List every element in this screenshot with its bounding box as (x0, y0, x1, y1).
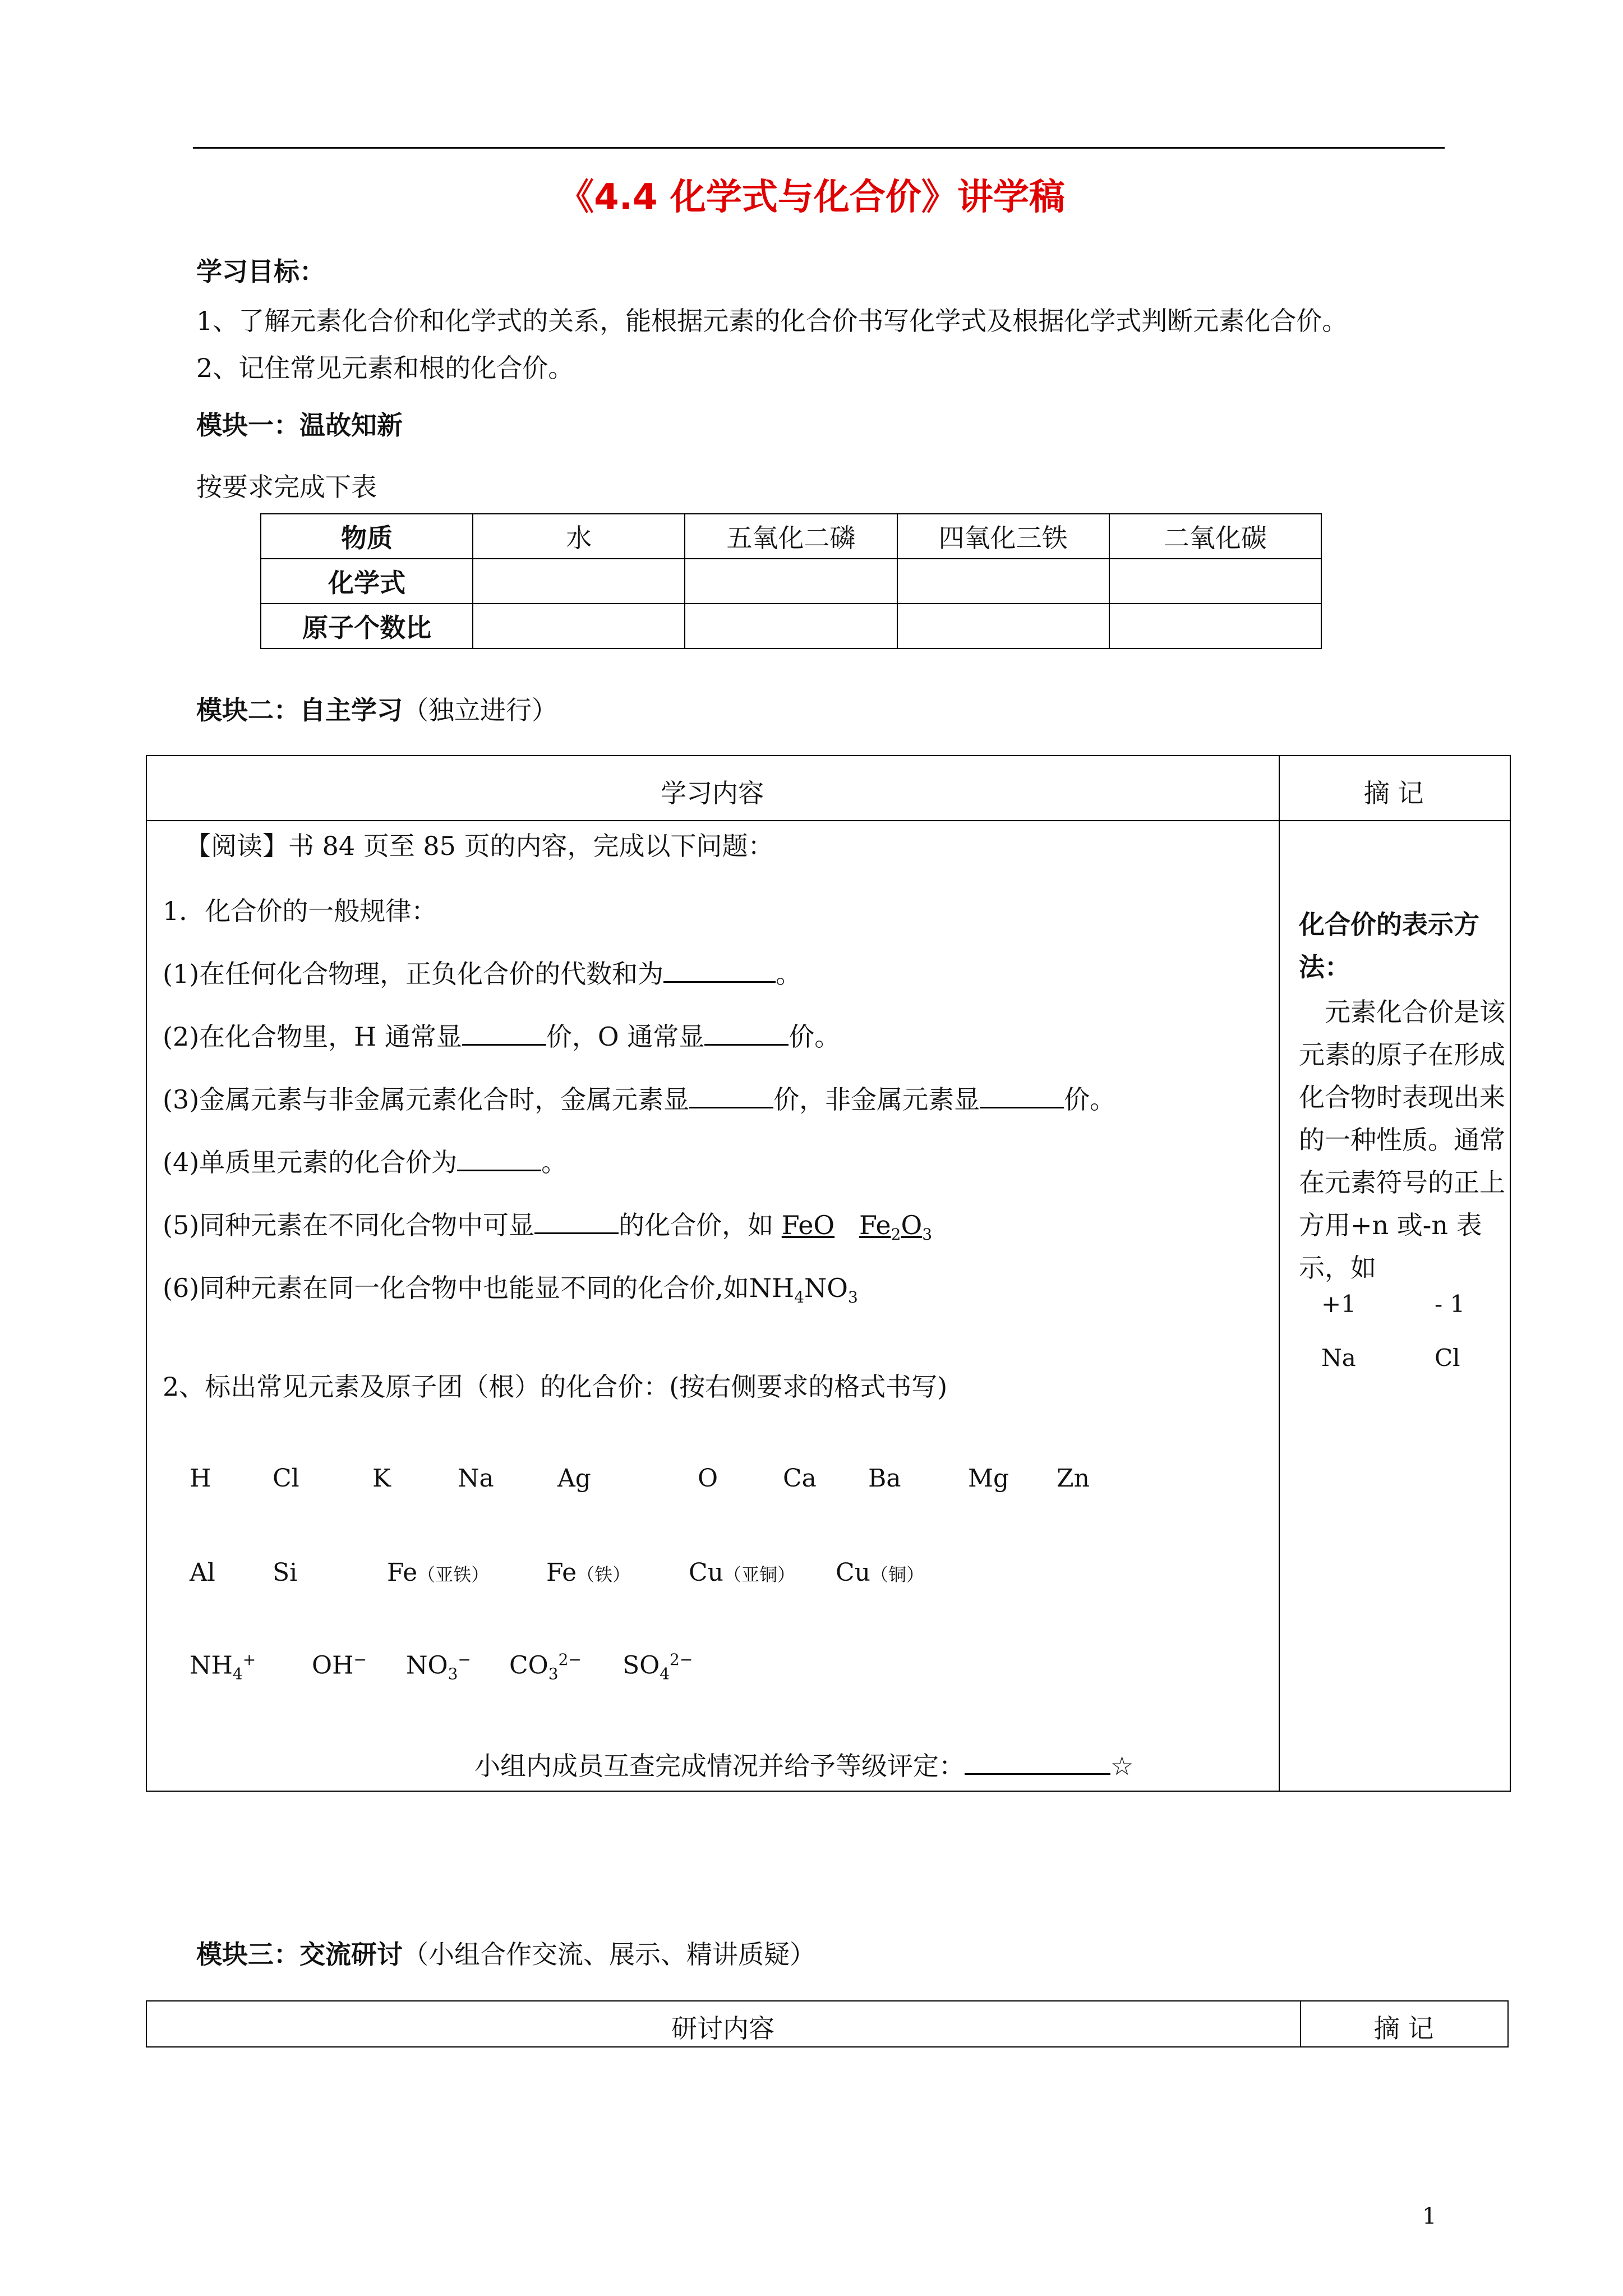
element-fe-ferric: Fe（铁） (546, 1558, 631, 1587)
element-al: Al (190, 1558, 215, 1587)
q1-2-text-c: 价。 (789, 1022, 841, 1052)
element-mg: Mg (968, 1464, 1009, 1493)
table-cell[interactable] (897, 559, 1109, 604)
element-fe-ferrous: Fe（亚铁） (387, 1558, 490, 1587)
table-row-label: 原子个数比 (261, 604, 473, 648)
q1-4-text: (4)单质里元素的化合价为 (163, 1147, 458, 1177)
table-header-cell: 二氧化碳 (1109, 514, 1321, 559)
module3-heading: 模块三：交流研讨 (196, 1939, 403, 1970)
q1-3-blank-nonmetal[interactable] (980, 1107, 1064, 1108)
table-cell[interactable] (473, 604, 685, 648)
module2-header-divider (146, 820, 1510, 821)
module3-heading-line (196, 1934, 815, 1971)
module3-col-notes: 摘 记 (1373, 2013, 1434, 2044)
q2-title: 2、标出常见元素及原子团（根）的化合价：(按右侧要求的格式书写) (163, 1372, 948, 1402)
q1-5-text-b: 的化合价，如 (619, 1210, 774, 1240)
side-note-text: 元素化合价是该元素的原子在形成化合物时表现出来的一种性质。通常在元素符号的正上方用+n 或-n 表示，如 (1299, 997, 1505, 1283)
q1-5-blank[interactable] (534, 1232, 619, 1234)
table-cell[interactable] (685, 559, 897, 604)
element-o: O (698, 1464, 718, 1493)
q1-2-blank-o[interactable] (704, 1044, 789, 1046)
q1-6-example-nh4no3: $NH_4NO_3$ (749, 1273, 858, 1307)
q1-3-blank-metal[interactable] (689, 1107, 773, 1108)
table-cell[interactable] (1109, 559, 1321, 604)
q1-5-text-a: (5)同种元素在不同化合物中可显 (163, 1210, 535, 1240)
element-cl: Cl (273, 1464, 299, 1493)
module1-heading: 模块一：温故知新 (196, 410, 403, 440)
side-note-heading: 化合价的表示方法： (1299, 909, 1479, 982)
table-cell[interactable] (473, 559, 685, 604)
table-header-cell: 水 (473, 514, 685, 559)
module2-col-notes: 摘 记 (1363, 778, 1424, 808)
module2-col-content: 学习内容 (661, 778, 764, 808)
q1-1: (1)在任何化合物理，正负化合价的代数和为 。 (163, 959, 802, 989)
element-zn: Zn (1057, 1464, 1090, 1493)
table-cell[interactable] (1109, 604, 1321, 648)
q1-3-text-a: (3)金属元素与非金属元素化合时，金属元素显 (163, 1084, 690, 1115)
element-k: K (372, 1464, 391, 1493)
q1-4: (4)单质里元素的化合价为 。 (163, 1147, 568, 1177)
table-header-cell: 物质 (261, 514, 473, 559)
peer-review-text: 小组内成员互查完成情况并给予等级评定： (474, 1751, 965, 1781)
ion-ammonium: $NH_4^+$ (190, 1650, 256, 1683)
q1-6 (163, 1268, 858, 1306)
element-cu-cupric: Cu（铜） (836, 1558, 925, 1587)
module3-col-content: 研讨内容 (671, 2013, 774, 2044)
side-example-valence-1: +1 (1321, 1290, 1356, 1318)
table-header-cell: 四氧化三铁 (897, 514, 1109, 559)
table-row-label: 化学式 (261, 559, 473, 604)
element-ba: Ba (868, 1464, 901, 1493)
element-cu-cuprous: Cu（亚铜） (689, 1558, 796, 1587)
ion-sulfate: $SO_4^{2-}$ (623, 1650, 693, 1683)
ion-carbonate: $CO_3^{2-}$ (509, 1650, 582, 1683)
q1-5-example-feo: FeO (781, 1210, 835, 1240)
goal-item-1: 1、了解元素化合价和化学式的关系，能根据元素的化合价书写化学式及根据化学式判断元素化合价。 (196, 306, 1348, 336)
q1-4-blank[interactable] (457, 1170, 541, 1171)
q1-3-text-b: 价，非金属元素显 (773, 1084, 980, 1115)
q1-2-text-b: 价，O 通常显 (546, 1022, 705, 1052)
side-example-symbol-1: Na (1321, 1344, 1356, 1372)
module3-heading-note: （小组合作交流、展示、精讲质疑） (403, 1939, 815, 1970)
goal-item-2: 2、记住常见元素和根的化合价。 (196, 353, 574, 383)
table-cell[interactable] (897, 604, 1109, 648)
peer-review-blank[interactable] (965, 1773, 1110, 1775)
element-ca: Ca (783, 1464, 817, 1493)
element-h: H (190, 1464, 211, 1493)
module2-column-divider (1279, 755, 1280, 1791)
module2-heading-note: （独立进行） (403, 695, 557, 725)
goals-heading: 学习目标： (196, 256, 325, 287)
element-ag: Ag (557, 1464, 591, 1493)
peer-review (474, 1746, 1133, 1783)
table-header-cell: 五氧化二磷 (685, 514, 897, 559)
table-cell[interactable] (685, 604, 897, 648)
q1-2-text-a: (2)在化合物里，H 通常显 (163, 1022, 462, 1052)
q1-5-example-fe2o3: $Fe_2O$ (859, 1210, 923, 1244)
element-si: Si (273, 1558, 298, 1587)
page-number: 1 (1422, 2203, 1437, 2229)
q1-6-text: (6)同种元素在同一化合物中也能显不同的化合价,如 (163, 1273, 749, 1303)
ion-hydroxide: OH− (312, 1650, 367, 1680)
q1-3-text-c: 价。 (1064, 1084, 1116, 1115)
module2-heading: 模块二：自主学习 (196, 695, 403, 725)
header-rule (193, 147, 1445, 149)
page-title: 《4.4 化学式与化合价》讲学稿 (558, 177, 1065, 218)
side-example-valence-2: - 1 (1435, 1290, 1465, 1318)
q1-1-text: (1)在任何化合物理，正负化合价的代数和为 (163, 959, 664, 989)
module2-heading-line (196, 690, 557, 727)
q1-5-example-fe2o3-sub: 3 (922, 1225, 933, 1244)
side-example-symbol-2: Cl (1435, 1344, 1460, 1372)
reading-instruction: 【阅读】书 84 页至 85 页的内容，完成以下问题： (185, 831, 774, 861)
q1-1-blank[interactable] (663, 981, 776, 983)
star-icon: ☆ (1110, 1751, 1134, 1781)
q1-2 (163, 1016, 840, 1053)
module1-table (260, 513, 1322, 649)
q1-5 (163, 1205, 932, 1244)
q1-2-blank-h[interactable] (462, 1044, 546, 1046)
module1-instruction: 按要求完成下表 (196, 472, 377, 502)
ion-nitrate: $NO_3^-$ (406, 1650, 471, 1683)
q1-3 (163, 1079, 1115, 1116)
q1-title: 1．化合价的一般规律： (163, 896, 437, 926)
element-na: Na (458, 1464, 494, 1493)
